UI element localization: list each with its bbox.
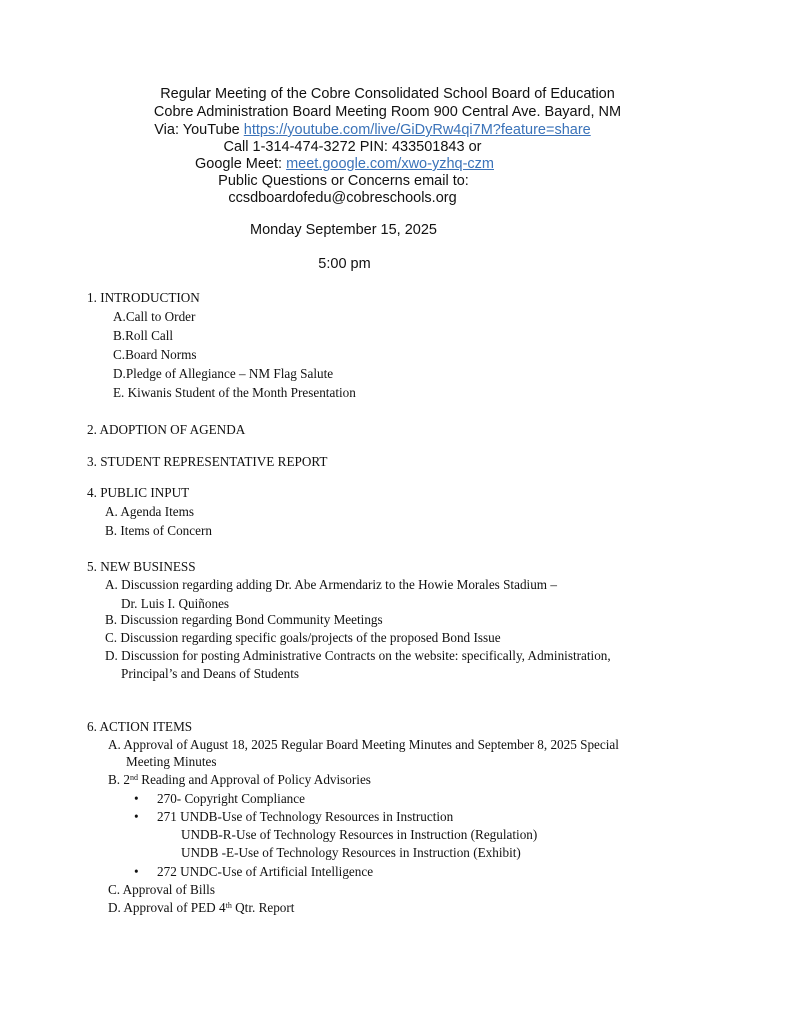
google-meet-label: Google Meet: (195, 156, 287, 172)
section-new-business-title: 5. NEW BUSINESS (87, 559, 196, 574)
meeting-title: Regular Meeting of the Cobre Consolidated School Board of Education (160, 86, 615, 102)
agenda-item: A. Discussion regarding adding Dr. Abe Armendariz to the Howie Morales Stadium – (105, 577, 557, 592)
agenda-item: B. Discussion regarding Bond Community Meetings (105, 612, 383, 627)
agenda-item: A.Call to Order (113, 309, 196, 324)
meeting-date: Monday September 15, 2025 (249, 222, 437, 238)
agenda-item: A. Agenda Items (105, 504, 194, 519)
agenda-item: E. Kiwanis Student of the Month Presentation (113, 385, 356, 400)
agenda-item: C. Discussion regarding specific goals/projects of the proposed Bond Issue (105, 630, 501, 645)
section-student-representative-title: 3. STUDENT REPRESENTATIVE REPORT (87, 454, 328, 469)
agenda-item (108, 900, 294, 916)
section-adoption-of-agenda-title: 2. ADOPTION OF AGENDA (87, 422, 246, 437)
section-action-items-title: 6. ACTION ITEMS (87, 719, 193, 734)
agenda-item: D. Discussion for posting Administrative Contracts on the website: specifically, Administration, (105, 648, 611, 663)
item-b-text: Reading and Approval of Policy Advisories (137, 772, 371, 787)
item-d-text: Qtr. Report (231, 900, 295, 915)
policy-subitem: UNDB-R-Use of Technology Resources in Instruction (Regulation) (181, 827, 538, 842)
google-meet-link[interactable]: meet.google.com/xwo-yzhq-czm (286, 156, 494, 172)
public-questions-line: Public Questions or Concerns email to: (218, 173, 469, 189)
agenda-item: C. Approval of Bills (108, 882, 215, 897)
agenda-item: B.Roll Call (113, 328, 174, 343)
policy-item: 270- Copyright Compliance (157, 791, 305, 806)
agenda-item (108, 772, 371, 788)
agenda-item-continuation: Dr. Luis I. Quiñones (121, 596, 230, 611)
youtube-link[interactable]: https://youtube.com/live/GiDyRw4qi7M?feature=share (243, 122, 591, 138)
youtube-line (0, 122, 768, 139)
section-introduction-title: 1. INTRODUCTION (87, 290, 200, 305)
meeting-time: 5:00 pm (318, 256, 371, 272)
policy-subitem: UNDB -E-Use of Technology Resources in Instruction (Exhibit) (181, 845, 521, 860)
google-meet-line (0, 156, 740, 173)
bullet-icon: • (134, 791, 139, 806)
agenda-item: B. Items of Concern (105, 523, 212, 538)
policy-item: 271 UNDB-Use of Technology Resources in Instruction (157, 809, 454, 824)
youtube-label: Via: YouTube (154, 122, 244, 138)
contact-email: ccsdboardofedu@cobreschools.org (228, 190, 457, 206)
section-public-input-title: 4. PUBLIC INPUT (87, 485, 190, 500)
bullet-icon: • (134, 809, 139, 824)
agenda-item: C.Board Norms (113, 347, 197, 362)
item-b-prefix: B. 2 (108, 772, 130, 787)
agenda-item-continuation: Principal’s and Deans of Students (121, 666, 300, 681)
item-d-superscript: th (225, 901, 232, 910)
agenda-item: D.Pledge of Allegiance – NM Flag Salute (113, 366, 334, 381)
call-line: Call 1-314-474-3272 PIN: 433501843 or (223, 139, 482, 155)
item-b-superscript: nd (129, 773, 138, 782)
meeting-location: Cobre Administration Board Meeting Room 900 Central Ave. Bayard, NM (153, 104, 622, 120)
item-d-prefix: D. Approval of PED 4 (108, 900, 226, 915)
agenda-item: A. Approval of August 18, 2025 Regular Board Meeting Minutes and September 8, 2025 Special (108, 737, 619, 752)
bullet-icon: • (134, 864, 139, 879)
agenda-item-continuation: Meeting Minutes (126, 754, 217, 769)
policy-item: 272 UNDC-Use of Artificial Intelligence (157, 864, 374, 879)
